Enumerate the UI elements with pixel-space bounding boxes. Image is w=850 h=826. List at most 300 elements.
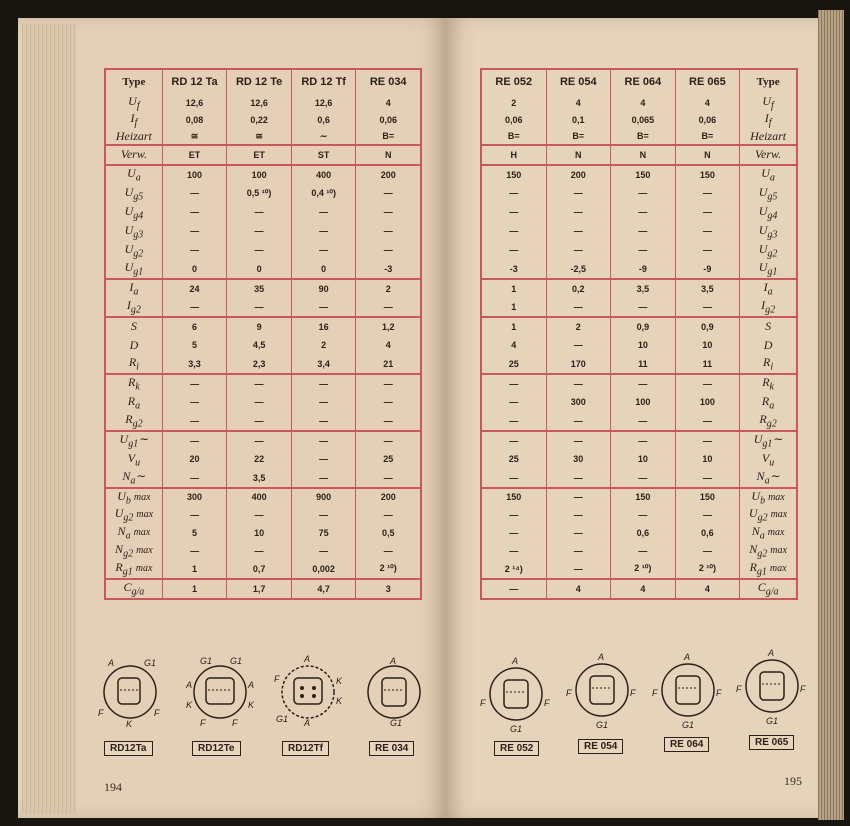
table-row xyxy=(481,542,797,560)
table-cell: — xyxy=(611,222,676,241)
table-cell: 4 xyxy=(356,336,421,355)
pin-label-g1: G1 xyxy=(390,718,403,728)
table-cell: 100 xyxy=(611,393,676,412)
parameter-symbol: S xyxy=(740,317,797,336)
parameter-symbol: Heizart xyxy=(115,128,152,143)
tube-diagram-rd12tf xyxy=(270,652,346,728)
table-cell: 0,002 xyxy=(291,560,356,578)
table-cell: — xyxy=(611,469,676,488)
table-row xyxy=(105,260,421,279)
parameter-symbol: $R_{g1}$ max xyxy=(740,560,797,578)
table-cell: N xyxy=(675,145,740,165)
table-row xyxy=(105,393,421,412)
table-cell: — xyxy=(162,506,227,524)
table-cell: 12,6 xyxy=(227,94,292,111)
tube-table-left xyxy=(104,68,422,600)
table-cell: — xyxy=(675,506,740,524)
table-cell: 0,6 xyxy=(675,524,740,542)
parameter-symbol: $R_i$ xyxy=(128,355,139,373)
table-cell: 3,4 xyxy=(291,355,356,374)
table-cell: — xyxy=(291,412,356,431)
table-cell: 1 xyxy=(481,317,546,336)
table-cell: — xyxy=(675,184,740,203)
table-cell: — xyxy=(509,245,519,256)
parameter-symbol: $N_a$ max xyxy=(117,524,151,542)
table-cell: 1 xyxy=(511,301,517,312)
diagram-caption-rd12te: RD12Te xyxy=(192,741,241,756)
table-cell: — xyxy=(291,298,356,317)
table-cell: 30 xyxy=(546,450,611,469)
table-cell: 0 xyxy=(291,260,356,279)
table-cell: -2,5 xyxy=(546,260,611,279)
table-cell: 0,9 xyxy=(611,317,676,336)
table-row xyxy=(481,488,797,506)
table-cell: — xyxy=(546,412,611,431)
pin-label-f: F xyxy=(736,684,742,694)
pin-label-g1: G1 xyxy=(596,720,609,730)
table-cell: 170 xyxy=(546,355,611,374)
pin-label-a: A xyxy=(684,652,691,662)
parameter-symbol: $C_{g/a}$ xyxy=(105,579,162,599)
table-cell: — xyxy=(291,450,356,469)
table-cell: 2 xyxy=(511,97,517,108)
parameter-symbol: $U_b$ max xyxy=(105,488,162,506)
table-row xyxy=(481,129,797,145)
table-cell: — xyxy=(291,374,356,393)
table-row xyxy=(481,279,797,298)
table-cell: 0,22 xyxy=(227,111,292,128)
table-cell: 4 xyxy=(511,340,517,351)
table-cell: 200 xyxy=(356,488,421,506)
table-cell: N xyxy=(611,145,676,165)
table-cell: — xyxy=(546,241,611,260)
table-row xyxy=(481,203,797,222)
pin-label-f: F xyxy=(800,684,806,694)
parameter-symbol: $R_{g2}$ xyxy=(125,412,143,430)
table-cell: ∼ xyxy=(291,129,356,145)
table-cell: — xyxy=(675,412,740,431)
table-cell: B= xyxy=(356,129,421,145)
parameter-symbol: $N_a$ max xyxy=(740,524,797,542)
table-cell: 0,06 xyxy=(505,115,523,126)
pin-label-f: F xyxy=(154,708,160,718)
table-cell: 100 xyxy=(162,165,227,184)
table-cell: 35 xyxy=(227,279,292,298)
table-cell: 100 xyxy=(675,393,740,412)
parameter-symbol: $U_{g3}$ xyxy=(124,222,144,240)
table-cell: — xyxy=(481,579,546,599)
table-cell: — xyxy=(356,374,421,393)
column-header-tube: RE 065 xyxy=(675,69,740,94)
pin-label-g1: G1 xyxy=(144,658,157,668)
pin-label-a: A xyxy=(512,656,519,666)
table-cell: — xyxy=(227,374,292,393)
parameter-symbol: $I_f$ xyxy=(130,111,138,129)
table-row xyxy=(105,129,421,145)
parameter-symbol: $R_{g2}$ xyxy=(740,412,797,431)
table-row xyxy=(481,145,797,165)
table-cell: — xyxy=(291,222,356,241)
table-cell: — xyxy=(546,374,611,393)
table-row xyxy=(105,317,421,336)
diagram-caption-rd12tf: RD12Tf xyxy=(282,741,329,756)
table-cell: 4 xyxy=(611,579,676,599)
column-header-type: Type xyxy=(122,76,146,88)
parameter-symbol: $U_{g1}$ xyxy=(124,260,144,278)
table-cell: 25 xyxy=(508,358,519,369)
table-cell: 0,7 xyxy=(227,560,292,578)
table-cell: 90 xyxy=(291,279,356,298)
parameter-symbol: $R_k$ xyxy=(105,374,162,393)
parameter-symbol: $I_{g2}$ xyxy=(126,298,141,316)
table-cell: — xyxy=(356,506,421,524)
table-cell: — xyxy=(356,469,421,488)
pin-label-a: A xyxy=(186,680,193,690)
table-cell: 0,2 xyxy=(546,279,611,298)
parameter-symbol: Verw. xyxy=(105,145,162,165)
parameter-symbol: $U_b$ max xyxy=(740,488,797,506)
table-cell: — xyxy=(546,336,611,355)
table-cell: — xyxy=(162,241,227,260)
table-cell: -9 xyxy=(611,260,676,279)
table-cell: 2 ¹⁰) xyxy=(356,560,421,578)
table-cell: 150 xyxy=(611,165,676,184)
tube-diagram-rd12ta xyxy=(98,652,166,728)
pin-label-f: F xyxy=(544,698,550,708)
table-cell: — xyxy=(291,241,356,260)
table-cell: — xyxy=(162,542,227,560)
parameter-symbol: $U_{g2}$ max xyxy=(114,506,154,524)
table-cell: -3 xyxy=(356,260,421,279)
table-row xyxy=(481,298,797,317)
diagram-caption-re034: RE 034 xyxy=(369,741,414,756)
tube-diagram-re054 xyxy=(566,650,638,730)
table-row xyxy=(105,111,421,128)
table-cell: — xyxy=(509,528,519,539)
tube-diagram-re052 xyxy=(480,654,552,734)
table-cell: 4 xyxy=(675,579,740,599)
table-row xyxy=(481,222,797,241)
column-header-tube: RE 034 xyxy=(356,69,421,94)
table-row xyxy=(481,336,797,355)
pin-label-a: A xyxy=(108,658,115,668)
table-cell: 12,6 xyxy=(291,94,356,111)
table-row xyxy=(105,506,421,524)
parameter-symbol: $R_a$ xyxy=(740,393,797,412)
table-cell: — xyxy=(546,560,611,578)
table-cell: 300 xyxy=(546,393,611,412)
table-cell: — xyxy=(356,184,421,203)
table-cell: 0,08 xyxy=(162,111,227,128)
table-cell: 10 xyxy=(227,524,292,542)
table-cell: — xyxy=(356,222,421,241)
table-cell: 1 xyxy=(481,279,546,298)
table-row xyxy=(481,469,797,488)
pin-label-f: F xyxy=(200,718,206,728)
table-cell: — xyxy=(227,506,292,524)
table-cell: — xyxy=(546,203,611,222)
table-row xyxy=(105,431,421,450)
tube-diagram-rd12te xyxy=(184,652,256,728)
pin-label-a: A xyxy=(768,648,775,658)
table-row xyxy=(481,374,797,393)
table-cell: 3,5 xyxy=(227,469,292,488)
table-cell: — xyxy=(546,469,611,488)
table-row xyxy=(481,579,797,599)
table-cell: — xyxy=(546,488,611,506)
table-row xyxy=(481,355,797,374)
table-cell: 0,6 xyxy=(291,111,356,128)
pin-label-f: F xyxy=(652,688,658,698)
pin-label-a: A xyxy=(390,656,397,666)
pin-label-f: F xyxy=(716,688,722,698)
table-row xyxy=(105,279,421,298)
parameter-symbol: $I_a$ xyxy=(740,279,797,298)
table-cell: 2 ¹⁰) xyxy=(675,560,740,578)
table-cell: N xyxy=(356,145,421,165)
table-cell: — xyxy=(162,374,227,393)
parameter-symbol: Heizart xyxy=(740,129,797,145)
table-cell: 1 xyxy=(162,560,227,578)
pin-label-g1: G1 xyxy=(230,656,243,666)
table-row xyxy=(105,145,421,165)
page-number-left: 194 xyxy=(104,780,122,794)
table-cell: 20 xyxy=(162,450,227,469)
table-cell: — xyxy=(611,241,676,260)
table-cell: 3,5 xyxy=(611,279,676,298)
table-cell: 100 xyxy=(227,165,292,184)
table-cell: 2 ¹⁴) xyxy=(504,563,523,574)
pin-label-a: A xyxy=(304,718,311,728)
parameter-symbol: D xyxy=(129,337,139,352)
table-cell: — xyxy=(356,203,421,222)
table-cell: 16 xyxy=(291,317,356,336)
table-cell: 0 xyxy=(162,260,227,279)
table-cell: 12,6 xyxy=(162,94,227,111)
table-cell: — xyxy=(291,542,356,560)
table-cell: — xyxy=(675,374,740,393)
table-cell: 1,2 xyxy=(356,317,421,336)
parameter-symbol: $U_{g4}$ xyxy=(740,203,797,222)
table-cell: — xyxy=(546,506,611,524)
table-cell: H xyxy=(481,145,546,165)
table-cell: — xyxy=(162,184,227,203)
parameter-symbol: Verw. xyxy=(740,145,797,165)
parameter-symbol: $U_{g2}$ max xyxy=(740,506,797,524)
table-cell: — xyxy=(291,506,356,524)
parameter-symbol: $R_a$ xyxy=(127,393,141,411)
parameter-symbol: $U_a$ xyxy=(105,165,162,184)
table-cell: — xyxy=(162,222,227,241)
table-cell: — xyxy=(162,412,227,431)
table-cell: 150 xyxy=(675,488,740,506)
table-cell: 21 xyxy=(356,355,421,374)
table-cell: — xyxy=(611,431,676,450)
table-row xyxy=(481,431,797,450)
table-cell: — xyxy=(356,542,421,560)
table-cell: — xyxy=(509,472,519,483)
table-cell: — xyxy=(356,298,421,317)
table-cell: 0,06 xyxy=(356,111,421,128)
table-cell: — xyxy=(675,241,740,260)
table-cell: — xyxy=(546,298,611,317)
table-cell: 25 xyxy=(356,450,421,469)
table-cell: 4,7 xyxy=(291,579,356,599)
table-cell: — xyxy=(227,542,292,560)
table-cell: — xyxy=(227,431,292,450)
table-cell: -9 xyxy=(675,260,740,279)
table-cell: 0,9 xyxy=(675,317,740,336)
table-row xyxy=(481,94,797,111)
table-cell: 9 xyxy=(227,317,292,336)
table-cell: 0,1 xyxy=(546,111,611,128)
pin-label-f: F xyxy=(98,708,104,718)
parameter-symbol: $N_a\sim$ xyxy=(740,469,797,488)
parameter-symbol: $V_u$ xyxy=(127,450,141,468)
page-edges-left xyxy=(22,24,76,814)
table-row xyxy=(481,165,797,184)
pin-label-f: F xyxy=(480,698,486,708)
table-cell: — xyxy=(509,207,519,218)
table-row xyxy=(481,412,797,431)
parameter-symbol: $I_f$ xyxy=(740,111,797,128)
table-cell: 4 xyxy=(675,94,740,111)
table-row xyxy=(105,184,421,203)
table-cell: 400 xyxy=(291,165,356,184)
table-cell: 6 xyxy=(162,317,227,336)
pin-label-k: K xyxy=(336,676,343,686)
column-header-tube: RD 12 Tf xyxy=(291,69,356,94)
table-row xyxy=(105,298,421,317)
diagram-caption-re052: RE 052 xyxy=(494,741,539,756)
table-cell: 10 xyxy=(611,336,676,355)
parameter-symbol: $U_{g4}$ xyxy=(124,203,144,221)
table-cell: — xyxy=(162,393,227,412)
tube-diagram-re065 xyxy=(736,646,808,726)
table-row xyxy=(105,222,421,241)
page-edges-right xyxy=(818,10,844,820)
table-cell: 0,6 xyxy=(611,524,676,542)
diagram-caption-re065: RE 065 xyxy=(749,735,794,750)
table-cell: B= xyxy=(507,131,520,142)
diagram-caption-re064: RE 064 xyxy=(664,737,709,752)
parameter-symbol: $U_{g2}$ xyxy=(740,241,797,260)
table-cell: 0,06 xyxy=(675,111,740,128)
table-cell: — xyxy=(509,546,519,557)
table-row xyxy=(105,374,421,393)
table-cell: 10 xyxy=(675,336,740,355)
pin-label-k: K xyxy=(126,719,133,728)
table-cell: 10 xyxy=(611,450,676,469)
table-cell: — xyxy=(675,298,740,317)
table-header-row xyxy=(105,69,421,94)
table-cell: — xyxy=(481,431,546,450)
table-cell: 150 xyxy=(481,165,546,184)
table-cell: — xyxy=(546,184,611,203)
table-cell: — xyxy=(546,542,611,560)
table-cell: — xyxy=(227,412,292,431)
parameter-symbol: $U_{g2}$ xyxy=(124,241,144,259)
table-row xyxy=(105,450,421,469)
table-cell: 10 xyxy=(675,450,740,469)
table-cell: 200 xyxy=(356,165,421,184)
table-cell: B= xyxy=(611,129,676,145)
table-cell: — xyxy=(509,226,519,237)
column-header-tube: RD 12 Ta xyxy=(162,69,227,94)
table-cell: 4 xyxy=(356,94,421,111)
table-cell: — xyxy=(162,298,227,317)
table-cell: 2 xyxy=(546,317,611,336)
table-row xyxy=(481,260,797,279)
table-cell: — xyxy=(611,374,676,393)
parameter-symbol: $U_{g5}$ xyxy=(740,184,797,203)
diagram-caption-rd12ta: RD12Ta xyxy=(104,741,153,756)
table-row xyxy=(105,165,421,184)
parameter-symbol: $R_{g1}$ max xyxy=(115,560,153,578)
table-cell: — xyxy=(509,188,519,199)
table-cell: 3,5 xyxy=(675,279,740,298)
table-cell: ≅ xyxy=(227,129,292,145)
pin-label-g1: G1 xyxy=(682,720,695,730)
table-row xyxy=(105,412,421,431)
table-cell: — xyxy=(227,298,292,317)
table-row xyxy=(105,355,421,374)
table-cell: 25 xyxy=(508,454,519,465)
table-cell: — xyxy=(675,469,740,488)
table-cell: 5 xyxy=(162,524,227,542)
table-cell: 0 xyxy=(227,260,292,279)
table-cell: 2 xyxy=(291,336,356,355)
table-row xyxy=(105,579,421,599)
table-cell: -3 xyxy=(509,263,518,274)
table-cell: 0,065 xyxy=(611,111,676,128)
pin-label-f: F xyxy=(232,718,238,728)
parameter-symbol: $U_{g1}$ xyxy=(740,260,797,279)
parameter-symbol: $U_a$ xyxy=(740,165,797,184)
table-cell: 200 xyxy=(546,165,611,184)
table-cell: — xyxy=(546,431,611,450)
column-header-tube: RD 12 Te xyxy=(227,69,292,94)
tube-table-right xyxy=(480,68,798,600)
table-cell: B= xyxy=(546,129,611,145)
parameter-symbol: $U_{g3}$ xyxy=(740,222,797,241)
table-cell: — xyxy=(611,298,676,317)
parameter-symbol: $I_a$ xyxy=(105,279,162,298)
parameter-symbol: $U_{g5}$ xyxy=(124,184,144,202)
pin-label-g1: G1 xyxy=(510,724,523,734)
table-cell: — xyxy=(162,203,227,222)
table-cell: 0,5 xyxy=(356,524,421,542)
table-cell: 4 xyxy=(611,94,676,111)
diagram-caption-re054: RE 054 xyxy=(578,739,623,754)
table-cell: 1,7 xyxy=(227,579,292,599)
table-row xyxy=(105,336,421,355)
table-cell: — xyxy=(356,412,421,431)
table-cell: — xyxy=(509,415,519,426)
pin-label-k: K xyxy=(186,700,193,710)
table-cell: — xyxy=(611,542,676,560)
pin-label-f: F xyxy=(566,688,572,698)
table-cell: — xyxy=(162,431,227,450)
parameter-symbol: $N_{g2}$ max xyxy=(115,542,153,560)
column-header-tube: RE 054 xyxy=(546,69,611,94)
table-cell: — xyxy=(291,393,356,412)
pin-label-k: K xyxy=(248,700,255,710)
table-cell: — xyxy=(675,431,740,450)
table-cell: 3 xyxy=(356,579,421,599)
page-number-right: 195 xyxy=(784,774,802,788)
table-cell: 1 xyxy=(162,579,227,599)
